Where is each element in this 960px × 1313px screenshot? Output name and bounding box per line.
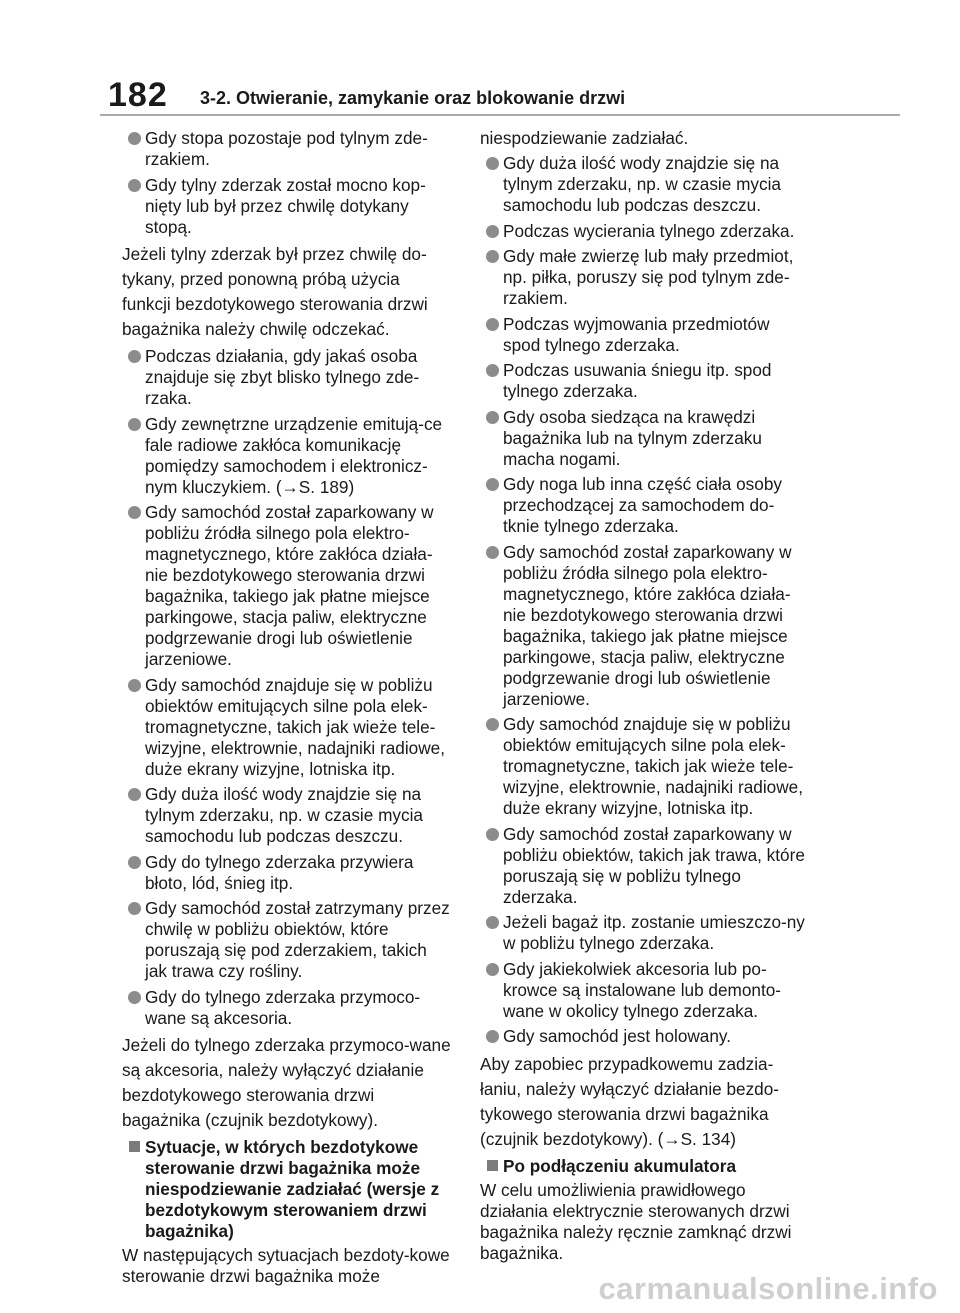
square-bullet-icon xyxy=(129,1141,140,1152)
page-header xyxy=(100,76,900,116)
list-item: Gdy zewnętrzne urządzenie emitują-ce fale radiowe zakłóca komunikację pomiędzy samochodem i elektronicz-nym kluczykiem. (→S. 189) xyxy=(122,414,452,498)
list-item: Gdy samochód został zaparkowany w pobliżu źródła silnego pola elektro-magnetycznego, które zakłóca działa-nie bezdotykowego sterowania drzwi bagażnika, takiego jak płatne miejsce parkingowe, stacja paliw, elektryczne podgrzewanie drogi lub oświetlenie jarzeniowe. xyxy=(480,542,810,710)
bullet-dot-icon xyxy=(128,418,141,431)
bullet-dot-icon xyxy=(486,963,499,976)
list-item: Gdy samochód został zatrzymany przez chwilę w pobliżu obiektów, które poruszają się pod zderzakiem, takich jak trawa czy rośliny. xyxy=(122,898,452,982)
list-item: Gdy samochód znajduje się w pobliżu obiektów emitujących silne pola elek-tromagnetyczne, takich jak wieże tele-wizyjne, elektrownie, nadajniki radiowe, duże ekrany wizyjne, lotniska itp. xyxy=(122,675,452,780)
list-item: Podczas usuwania śniegu itp. spod tylnego zderzaka. xyxy=(480,360,810,402)
bullet-dot-icon xyxy=(128,179,141,192)
list-item: Gdy jakiekolwiek akcesoria lub po-krowce są instalowane lub demonto-wane w okolicy tylnego zderzaka. xyxy=(480,959,810,1022)
list-item: Gdy do tylnego zderzaka przymoco-wane są akcesoria. xyxy=(122,987,452,1029)
list-item: Podczas wycierania tylnego zderzaka. xyxy=(480,221,810,242)
paragraph: Aby zapobiec przypadkowemu zadzia-łaniu, należy wyłączyć działanie bezdo-tykowego sterowania drzwi bagażnika (czujnik bezdotykowy). (→S. 134) xyxy=(480,1053,780,1149)
bullet-dot-icon xyxy=(486,718,499,731)
paragraph: niespodziewanie zadziałać. xyxy=(480,128,689,148)
bullet-dot-icon xyxy=(486,364,499,377)
subheading: Po podłączeniu akumulatora xyxy=(480,1156,810,1177)
bullet-dot-icon xyxy=(486,318,499,331)
bullet-dot-icon xyxy=(486,157,499,170)
bullet-dot-icon xyxy=(128,902,141,915)
list-item: Gdy samochód został zaparkowany w pobliżu źródła silnego pola elektro-magnetycznego, które zakłóca działa-nie bezdotykowego sterowania drzwi bagażnika, takiego jak płatne miejsce parkingowe, stacja paliw, elektryczne podgrzewanie drogi lub oświetlenie jarzeniowe. xyxy=(122,502,452,670)
list-item: Gdy duża ilość wody znajdzie się na tylnym zderzaku, np. w czasie mycia samochodu lub podczas deszczu. xyxy=(122,784,452,847)
list-item: Gdy noga lub inna część ciała osoby przechodzącej za samochodem do-tknie tylnego zderzaka. xyxy=(480,474,810,537)
bullet-dot-icon xyxy=(486,250,499,263)
bullet-dot-icon xyxy=(486,225,499,238)
bullet-dot-icon xyxy=(128,132,141,145)
bullet-dot-icon xyxy=(486,546,499,559)
paragraph: Jeżeli tylny zderzak był przez chwilę do-tykany, przed ponowną próbą użycia funkcji bezdotykowego sterowania drzwi bagażnika należy chwilę odczekać. xyxy=(122,244,428,339)
bullet-dot-icon xyxy=(486,916,499,929)
bullet-dot-icon xyxy=(128,679,141,692)
bullet-dot-icon xyxy=(128,991,141,1004)
list-item: Gdy samochód został zaparkowany w pobliżu obiektów, takich jak trawa, które poruszają się w pobliżu tylnego zderzaka. xyxy=(480,824,810,908)
list-item: Jeżeli bagaż itp. zostanie umieszczo-ny w pobliżu tylnego zderzaka. xyxy=(480,912,810,954)
bullet-dot-icon xyxy=(486,828,499,841)
subheading: Sytuacje, w których bezdotykowe sterowanie drzwi bagażnika może niespodziewanie zadziałać (wersje z bezdotykowym sterowaniem drzwi bagażnika) xyxy=(122,1137,452,1242)
header-divider xyxy=(100,114,900,116)
paragraph: Jeżeli do tylnego zderzaka przymoco-wane są akcesoria, należy wyłączyć działanie bezdotykowego sterowania drzwi bagażnika (czujnik bezdotykowy). xyxy=(122,1035,451,1130)
bullet-dot-icon xyxy=(486,411,499,424)
list-item: Podczas działania, gdy jakaś osoba znajduje się zbyt blisko tylnego zde-rzaka. xyxy=(122,346,452,409)
bullet-dot-icon xyxy=(128,856,141,869)
list-item: Podczas wyjmowania przedmiotów spod tylnego zderzaka. xyxy=(480,314,810,356)
bullet-dot-icon xyxy=(128,350,141,363)
list-item: Gdy osoba siedząca na krawędzi bagażnika lub na tylnym zderzaku macha nogami. xyxy=(480,407,810,470)
list-item: Gdy tylny zderzak został mocno kop-nięty lub był przez chwilę dotykany stopą. xyxy=(122,175,452,238)
square-bullet-icon xyxy=(487,1160,498,1171)
watermark: carmanualsonline.info xyxy=(598,1271,938,1306)
paragraph: W następujących sytuacjach bezdoty-kowe sterowanie drzwi bagażnika może xyxy=(122,1245,450,1286)
bullet-dot-icon xyxy=(128,788,141,801)
list-item: Gdy samochód jest holowany. xyxy=(480,1026,810,1047)
list-item: Gdy samochód znajduje się w pobliżu obiektów emitujących silne pola elek-tromagnetyczne, takich jak wieże tele-wizyjne, elektrownie, nadajniki radiowe, duże ekrany wizyjne, lotniska itp. xyxy=(480,714,810,819)
bullet-dot-icon xyxy=(128,506,141,519)
list-item: Gdy małe zwierzę lub mały przedmiot, np. piłka, poruszy się pod tylnym zde-rzakiem. xyxy=(480,246,810,309)
left-column xyxy=(122,128,452,1291)
list-item: Gdy stopa pozostaje pod tylnym zde-rzakiem. xyxy=(122,128,452,170)
bullet-dot-icon xyxy=(486,478,499,491)
list-item: Gdy do tylnego zderzaka przywiera błoto, lód, śnieg itp. xyxy=(122,852,452,894)
bullet-dot-icon xyxy=(486,1030,499,1043)
section-title: 3-2. Otwieranie, zamykanie oraz blokowanie drzwi xyxy=(200,88,626,108)
paragraph: W celu umożliwienia prawidłowego działania elektrycznie sterowanych drzwi bagażnika należy ręcznie zamknąć drzwi bagażnika. xyxy=(480,1179,792,1263)
list-item: Gdy duża ilość wody znajdzie się na tylnym zderzaku, np. w czasie mycia samochodu lub podczas deszczu. xyxy=(480,153,810,216)
right-column xyxy=(480,128,810,1268)
page-number: 182 xyxy=(108,76,168,114)
